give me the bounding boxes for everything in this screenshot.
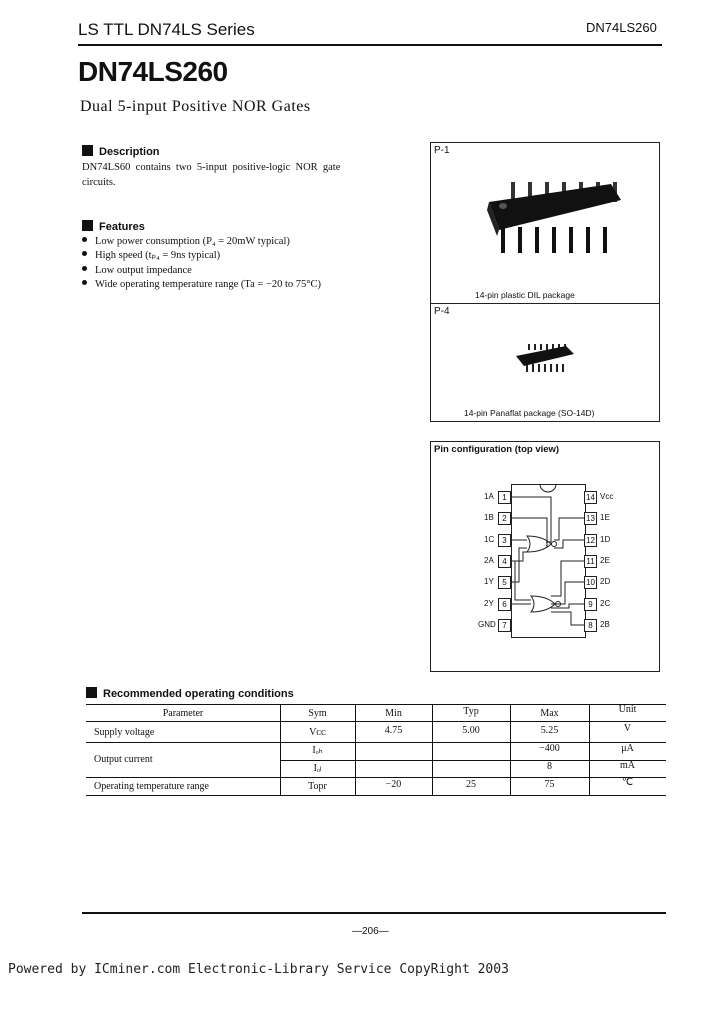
- col-header-parameter: Parameter: [162, 708, 204, 719]
- pin-1: 1: [498, 491, 511, 504]
- features-heading: [82, 220, 145, 233]
- package-p4-label: P-4: [434, 306, 450, 317]
- pin-11: 11: [584, 555, 597, 568]
- dip-body: [489, 184, 621, 230]
- row-supply-sym: Vᴄᴄ: [309, 727, 326, 738]
- table-header-rule: [86, 721, 666, 722]
- page-number: —206—: [352, 926, 389, 937]
- pin-12: 12: [584, 534, 597, 547]
- pin-10: 10: [584, 576, 597, 589]
- bullet-icon: [82, 280, 87, 285]
- row-temp-sym: Topr: [308, 781, 327, 792]
- pin-label-2a: 2A: [484, 556, 494, 565]
- row-iol-max: 8: [547, 761, 552, 772]
- section-marker-icon: [82, 145, 93, 156]
- flat-package-body: [516, 346, 574, 366]
- col-header-typ: Typ: [463, 706, 479, 717]
- row-temp-min: −20: [385, 779, 402, 790]
- section-marker-icon: [86, 687, 97, 698]
- bullet-icon: [82, 266, 87, 271]
- header-rule: [78, 44, 662, 46]
- section-marker-icon: [82, 220, 93, 231]
- row-temp-parameter: Operating temperature range: [94, 781, 209, 792]
- row-ioh-sym: Iₒₕ: [312, 745, 323, 756]
- package-p1-caption: 14-pin plastic DIL package: [475, 290, 575, 300]
- row-iol-unit: mA: [620, 760, 635, 771]
- pin-label-2e: 2E: [600, 556, 610, 565]
- pin-label-1c: 1C: [484, 535, 495, 544]
- pin-wiring-diagram: [511, 484, 584, 636]
- page-subtitle: Dual 5-input Positive NOR Gates: [80, 98, 311, 115]
- pin-config-heading: Pin configuration (top view): [434, 444, 560, 455]
- package-p4-caption: 14-pin Panaflat package (SO-14D): [464, 408, 595, 418]
- pin-label-2c: 2C: [600, 599, 611, 608]
- page-title: DN74LS260: [78, 56, 228, 87]
- pin-label-1e: 1E: [600, 513, 610, 522]
- pin-label-1d: 1D: [600, 535, 611, 544]
- col-header-min: Min: [385, 708, 402, 719]
- description-line-2: circuits.: [82, 177, 116, 188]
- feature-item: [82, 278, 321, 292]
- series-header: LS TTL DN74LS Series: [78, 20, 255, 39]
- part-number-header: DN74LS260: [586, 20, 657, 35]
- row-temp-max: 75: [544, 779, 555, 790]
- row-supply-min: 4.75: [384, 725, 403, 736]
- row-output-parameter: Output current: [94, 754, 153, 765]
- pin-2: 2: [498, 512, 511, 525]
- footer-rule: [82, 912, 666, 914]
- dip-package-illustration: [475, 172, 625, 267]
- flat-package-illustration: [510, 340, 580, 380]
- conditions-heading-text: Recommended operating conditions: [103, 688, 294, 700]
- pin-label-1y: 1Y: [484, 577, 494, 586]
- pin-9: 9: [584, 598, 597, 611]
- conditions-heading: [86, 687, 294, 700]
- row-ioh-unit: μA: [621, 743, 634, 754]
- pin-label-2y: 2Y: [484, 599, 494, 608]
- pin-label-2d: 2D: [600, 577, 611, 586]
- row-temp-unit: ℃: [621, 777, 634, 788]
- row-iol-sym: Iₒₗ: [313, 763, 322, 774]
- row-supply-parameter: Supply voltage: [94, 727, 155, 738]
- description-heading: [82, 145, 160, 158]
- table-row-rule: [86, 777, 666, 778]
- description-heading-text: Description: [99, 146, 160, 158]
- row-temp-typ: 25: [466, 779, 476, 790]
- feature-text: High speed (tₚ₄ = 9ns typical): [95, 250, 221, 261]
- pin-8: 8: [584, 619, 597, 632]
- pin-label-gnd: GND: [478, 620, 496, 629]
- pin-5: 5: [498, 576, 511, 589]
- pin-label-1a: 1A: [484, 492, 494, 501]
- feature-item: [82, 249, 220, 263]
- pin-label-2b: 2B: [600, 620, 610, 629]
- row-supply-typ: 5.00: [462, 725, 480, 736]
- pin-14: 14: [584, 491, 597, 504]
- row-ioh-max: −400: [539, 743, 560, 754]
- pin-label-1b: 1B: [484, 513, 494, 522]
- pin-7: 7: [498, 619, 511, 632]
- row-supply-max: 5.25: [540, 725, 559, 736]
- pin-6: 6: [498, 598, 511, 611]
- bullet-icon: [82, 251, 87, 256]
- col-header-unit: Unit: [618, 704, 637, 715]
- feature-item: [82, 235, 290, 249]
- table-top-rule: [86, 704, 666, 705]
- row-supply-unit: V: [623, 723, 632, 734]
- feature-text: Wide operating temperature range (Ta = −20 to 75°C): [95, 279, 321, 290]
- description-line-1: DN74LS60 contains two 5-input positive-logic NOR gate: [82, 162, 341, 173]
- pin-3: 3: [498, 534, 511, 547]
- pin-4: 4: [498, 555, 511, 568]
- pin-label-vcc: Vᴄᴄ: [600, 492, 614, 501]
- pin-13: 13: [584, 512, 597, 525]
- feature-item: [82, 264, 192, 278]
- feature-text: Low output impedance: [95, 265, 192, 276]
- features-heading-text: Features: [99, 221, 145, 233]
- feature-text: Low power consumption (P₄ = 20mW typical): [95, 236, 290, 247]
- table-bottom-rule: [86, 795, 666, 796]
- footer-credit: Powered by ICminer.com Electronic-Library Service CopyRight 2003: [8, 962, 509, 977]
- package-p1-label: P-1: [434, 145, 450, 156]
- col-header-max: Max: [540, 708, 559, 719]
- bullet-icon: [82, 237, 87, 242]
- col-header-sym: Sym: [308, 708, 327, 719]
